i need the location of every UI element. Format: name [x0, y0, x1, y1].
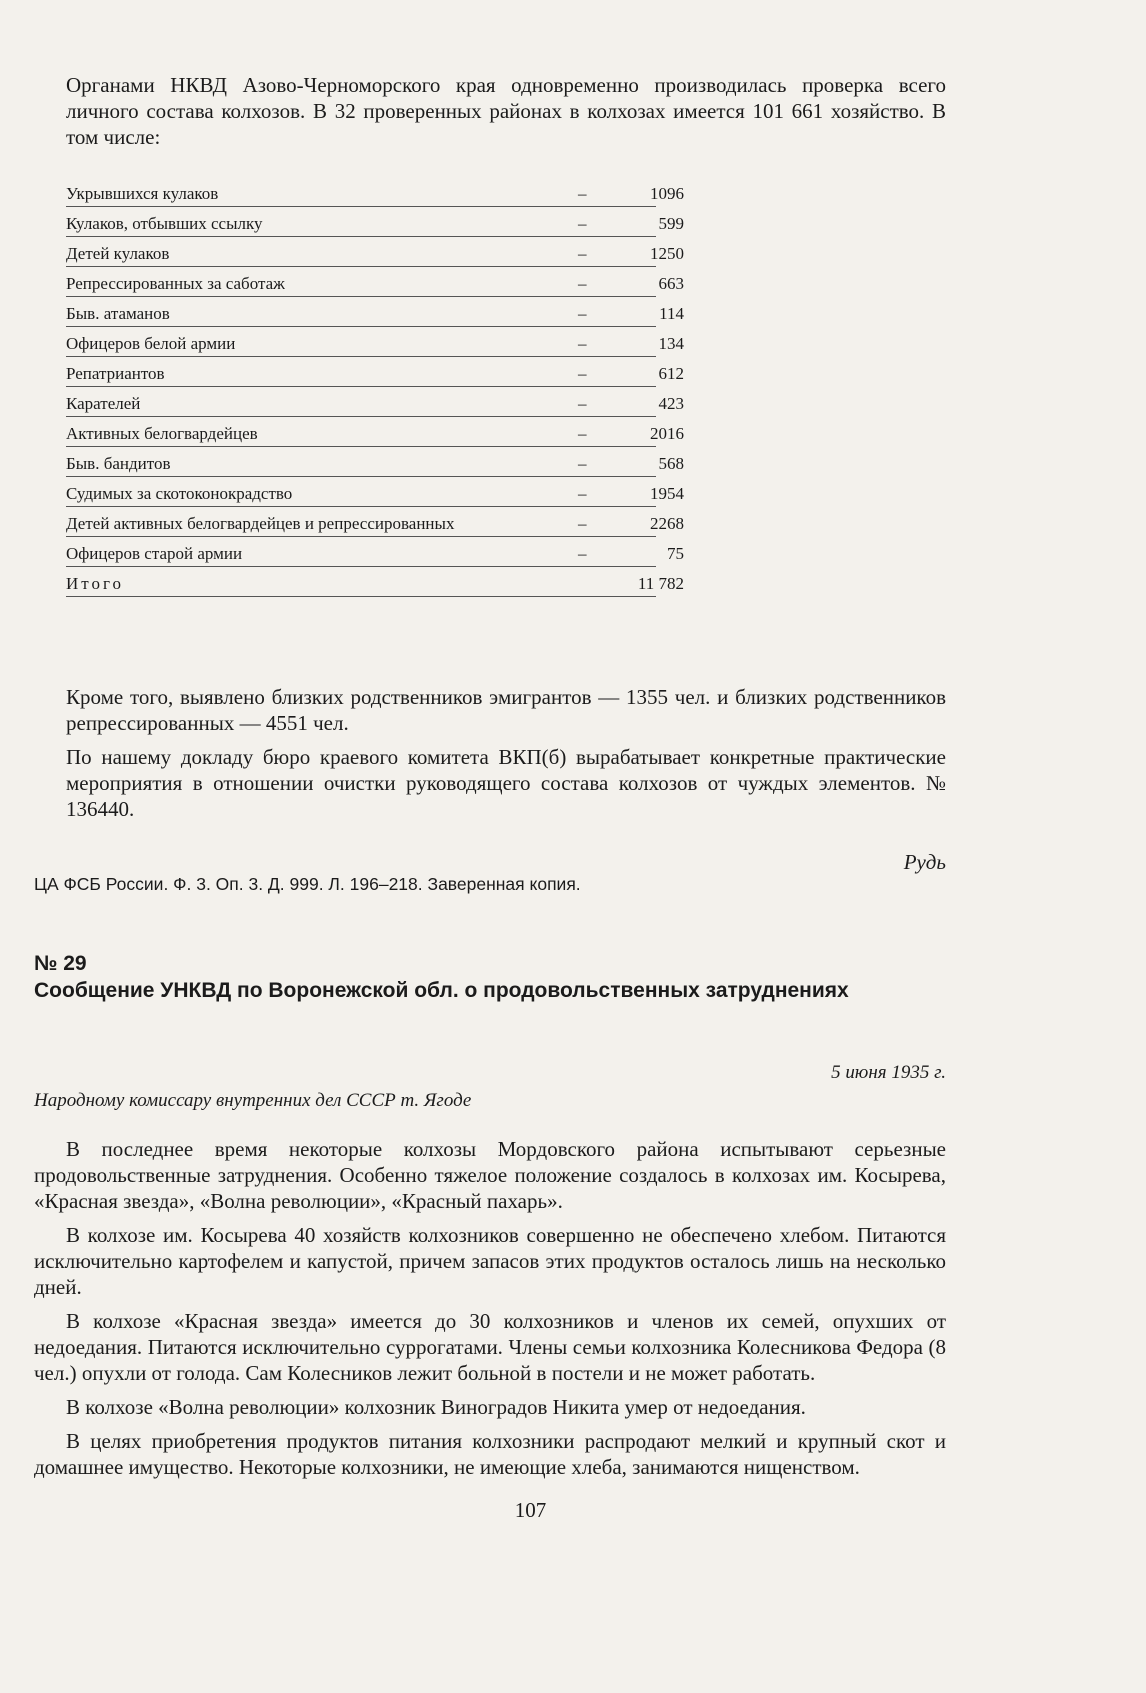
total-value: 11 782: [637, 574, 684, 593]
table-row: [66, 327, 684, 357]
row-value: 1954: [650, 484, 684, 503]
row-dash: –: [578, 424, 587, 443]
letter-paragraph: В колхозе им. Косырева 40 хозяйств колхозников совершенно не обеспечено хлебом. Питаются исключительно картофелем и капустой, причем запасов этих продуктов осталось лишь на несколько дней.: [34, 1223, 946, 1299]
archive-reference: ЦА ФСБ России. Ф. 3. Оп. 3. Д. 999. Л. 196–218. Заверенная копия.: [34, 874, 581, 894]
row-label: Детей активных белогвардейцев и репрессированных: [66, 514, 455, 533]
row-value: 114: [659, 304, 684, 323]
table-row: [66, 177, 684, 207]
total-label: Итого: [66, 574, 125, 593]
row-value: 423: [658, 394, 684, 413]
after-table-section: [66, 684, 946, 830]
table-row: [66, 447, 684, 477]
row-value: 75: [667, 544, 684, 563]
table-row: [66, 207, 684, 237]
row-dash: –: [578, 484, 587, 503]
membership-table: [66, 177, 684, 597]
row-value: 1096: [650, 184, 684, 203]
row-label: Кулаков, отбывших ссылку: [66, 214, 263, 233]
letter-paragraph: В колхозе «Волна революции» колхозник Виноградов Никита умер от недоедания.: [66, 1395, 806, 1419]
letter-paragraph: В целях приобретения продуктов питания колхозники распродают мелкий и крупный скот и домашнее имущество. Некоторые колхозники, не имеющие хлеба, занимаются нищенством.: [34, 1429, 946, 1479]
row-value: 2268: [650, 514, 684, 533]
table-row: [66, 357, 684, 387]
table-row: [66, 417, 684, 447]
row-dash: –: [578, 274, 587, 293]
row-dash: –: [578, 544, 587, 563]
row-dash: –: [578, 304, 587, 323]
row-value: 568: [658, 454, 684, 473]
row-dash: –: [578, 244, 587, 263]
row-dash: –: [578, 364, 587, 383]
row-label: Офицеров старой армии: [66, 544, 243, 563]
row-dash: –: [578, 454, 587, 473]
row-dash: –: [578, 394, 587, 413]
report-paragraph: По нашему докладу бюро краевого комитета ВКП(б) вырабатывает конкретные практические мероприятия в отношении очистки руководящего состава колхозов от чуждых элементов. № 136440.: [66, 745, 946, 821]
row-label: Репрессированных за саботаж: [66, 274, 285, 293]
relatives-paragraph: Кроме того, выявлено близких родственников эмигрантов — 1355 чел. и близких родственников репрессированных — 4551 чел.: [66, 685, 946, 735]
page-number: 107: [514, 1498, 547, 1522]
row-label: Укрывшихся кулаков: [66, 184, 219, 203]
row-label: Репатриантов: [66, 364, 165, 383]
row-value: 134: [658, 334, 684, 353]
letter-paragraph: В последнее время некоторые колхозы Мордовского района испытывают серьезные продовольственные затруднения. Особенно тяжелое положение создалось в колхозах им. Косырева, «Красная звезда», «Волна революции», «Красный пахарь».: [34, 1137, 946, 1213]
row-dash: –: [578, 514, 587, 533]
table-row: [66, 267, 684, 297]
row-dash: –: [578, 214, 587, 233]
row-dash: –: [578, 184, 587, 203]
signature: Рудь: [903, 850, 946, 874]
addressee: Народному комиссару внутренних дел СССР т. Ягоде: [34, 1090, 472, 1111]
row-label: Офицеров белой армии: [66, 334, 236, 353]
row-value: 612: [658, 364, 684, 383]
intro-paragraph: Органами НКВД Азово-Черноморского края одновременно производилась проверка всего личного состава колхозов. В 32 проверенных районах в колхозах имеется 101 661 хозяйство. В том числе:: [66, 73, 946, 149]
row-value: 1250: [650, 244, 684, 263]
document-date: 5 июня 1935 г.: [831, 1062, 946, 1083]
letter-body: [34, 1136, 946, 1488]
row-value: 599: [658, 214, 684, 233]
row-value: 2016: [650, 424, 684, 443]
row-label: Быв. атаманов: [66, 304, 170, 323]
letter-paragraph: В колхозе «Красная звезда» имеется до 30 колхозников и членов их семей, опухших от недоедания. Питаются исключительно суррогатами. Члены семьи колхозника Колесникова Федора (8 чел.) опухли от голода. Сам Колесников лежит больной в постели и не может работать.: [34, 1309, 946, 1385]
row-dash: –: [578, 334, 587, 353]
document-number: № 29: [34, 952, 87, 975]
row-label: Судимых за скотоконокрадство: [66, 484, 293, 503]
table-total-row: [66, 567, 684, 597]
table-row: [66, 537, 684, 567]
document-title: Сообщение УНКВД по Воронежской обл. о продовольственных затруднениях: [34, 979, 849, 1002]
row-label: Детей кулаков: [66, 244, 170, 263]
row-label: Быв. бандитов: [66, 454, 171, 473]
row-value: 663: [658, 274, 684, 293]
intro-section: [66, 72, 946, 150]
table-row: [66, 477, 684, 507]
row-label: Активных белогвардейцев: [66, 424, 258, 443]
table-row: [66, 387, 684, 417]
table-row: [66, 297, 684, 327]
row-label: Карателей: [66, 394, 141, 413]
table-row: [66, 507, 684, 537]
table-row: [66, 237, 684, 267]
